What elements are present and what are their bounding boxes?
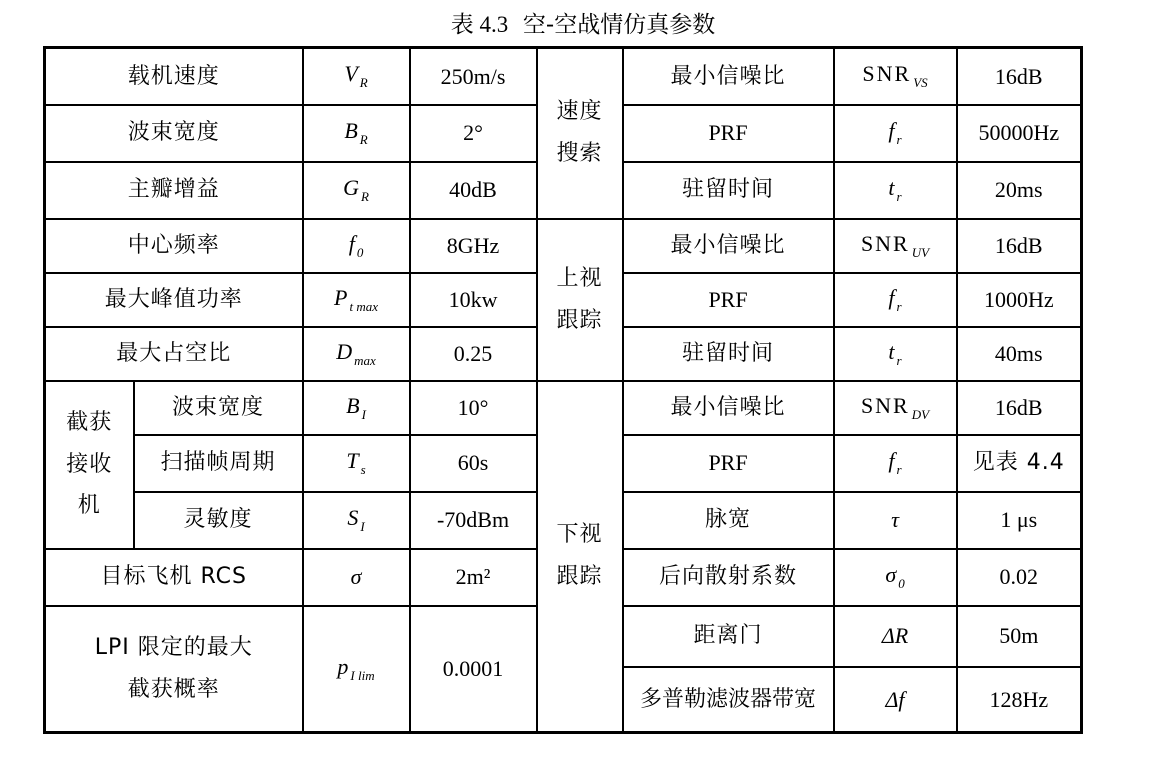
param-symbol: f $_0$ [303, 219, 410, 273]
param-symbol: Δf [834, 667, 957, 733]
param-symbol: f $_r$ [834, 435, 957, 492]
parameter-table [43, 46, 1083, 734]
param-value: 10kw [410, 273, 537, 327]
mode-label: 下视 跟踪 [537, 381, 623, 733]
param-value: 128Hz [957, 667, 1082, 733]
param-value: 1 μs [957, 492, 1082, 549]
param-name: 最小信噪比 [623, 219, 834, 273]
param-symbol: SNR $_{VS}$ [834, 48, 957, 105]
param-value: 0.25 [410, 327, 537, 381]
param-value: 40ms [957, 327, 1082, 381]
param-value: 10° [410, 381, 537, 435]
param-name: 载机速度 [45, 48, 303, 105]
param-name: 波束宽度 [134, 381, 303, 435]
param-name: PRF [623, 273, 834, 327]
caption-title: 空-空战情仿真参数 [522, 12, 716, 38]
param-value: 250m/s [410, 48, 537, 105]
param-name: 最大峰值功率 [45, 273, 303, 327]
param-symbol: t $_r$ [834, 327, 957, 381]
param-value: 8GHz [410, 219, 537, 273]
param-value: 20ms [957, 162, 1082, 219]
param-value: -70dBm [410, 492, 537, 549]
param-name: 中心频率 [45, 219, 303, 273]
param-symbol: S $_I$ [303, 492, 410, 549]
param-name: 灵敏度 [134, 492, 303, 549]
param-name: 波束宽度 [45, 105, 303, 162]
param-symbol: f $_r$ [834, 105, 957, 162]
param-symbol: p $_{I lim}$ [303, 606, 410, 733]
param-value: 0.02 [957, 549, 1082, 606]
param-value: 1000Hz [957, 273, 1082, 327]
param-name: 最小信噪比 [623, 48, 834, 105]
param-symbol: T $_s$ [303, 435, 410, 492]
param-name: 目标飞机 RCS [45, 549, 303, 606]
param-symbol: G $_R$ [303, 162, 410, 219]
param-name: 驻留时间 [623, 327, 834, 381]
param-name: 最大占空比 [45, 327, 303, 381]
param-value: 60s [410, 435, 537, 492]
param-value: 2m² [410, 549, 537, 606]
table-row [45, 381, 1082, 435]
param-name: 扫描帧周期 [134, 435, 303, 492]
param-name: LPI 限定的最大 截获概率 [45, 606, 303, 733]
param-symbol: τ [834, 492, 957, 549]
param-name: 脉宽 [623, 492, 834, 549]
param-name: 多普勒滤波器带宽 [623, 667, 834, 733]
param-value: 50000Hz [957, 105, 1082, 162]
param-value: 见表 4.4 [957, 435, 1082, 492]
param-name: 主瓣增益 [45, 162, 303, 219]
param-symbol: SNR $_{DV}$ [834, 381, 957, 435]
param-symbol: ΔR [834, 606, 957, 667]
table-row [45, 219, 1082, 273]
param-symbol: σ $_0$ [834, 549, 957, 606]
param-symbol: SNR $_{UV}$ [834, 219, 957, 273]
param-symbol: t $_r$ [834, 162, 957, 219]
param-value: 16dB [957, 219, 1082, 273]
param-value: 16dB [957, 48, 1082, 105]
param-name: 后向散射系数 [623, 549, 834, 606]
table-row [45, 48, 1082, 105]
param-symbol: V $_R$ [303, 48, 410, 105]
param-name: 距离门 [623, 606, 834, 667]
param-value: 16dB [957, 381, 1082, 435]
param-value: 40dB [410, 162, 537, 219]
param-name: PRF [623, 105, 834, 162]
mode-label: 上视 跟踪 [537, 219, 623, 381]
param-name: PRF [623, 435, 834, 492]
param-symbol: σ [303, 549, 410, 606]
param-symbol: D $_{max}$ [303, 327, 410, 381]
param-value: 50m [957, 606, 1082, 667]
caption-label: 表 4.3 [450, 12, 509, 37]
param-name: 驻留时间 [623, 162, 834, 219]
param-value: 0.0001 [410, 606, 537, 733]
param-symbol: B $_I$ [303, 381, 410, 435]
receiver-group-label: 截获 接收 机 [45, 381, 134, 549]
mode-label: 速度 搜索 [537, 48, 623, 219]
param-name: 最小信噪比 [623, 381, 834, 435]
param-symbol: f $_r$ [834, 273, 957, 327]
param-symbol: B $_R$ [303, 105, 410, 162]
param-symbol: P $_{t max}$ [303, 273, 410, 327]
table-caption [0, 6, 1166, 39]
param-value: 2° [410, 105, 537, 162]
